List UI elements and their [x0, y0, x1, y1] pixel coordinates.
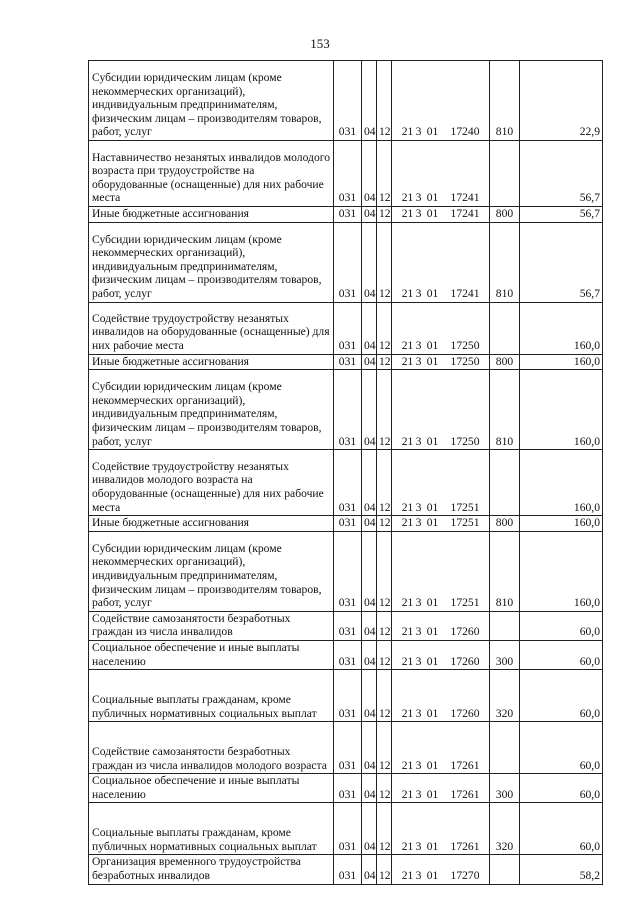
direction-code: 17250: [450, 339, 480, 352]
expense-type-code: 810: [490, 370, 520, 450]
measure-code: 01: [426, 596, 439, 610]
amount: 58,2: [520, 855, 603, 884]
direction-code: 17250: [450, 434, 480, 448]
target-article-cell: [392, 855, 490, 884]
program-code: 21: [401, 839, 414, 853]
measure-code: 01: [426, 654, 439, 668]
amount: 160,0: [520, 354, 603, 370]
program-code: 21: [401, 516, 414, 530]
direction-code: 17260: [450, 654, 480, 668]
expense-type-code: 800: [490, 207, 520, 223]
amount: 60,0: [520, 640, 603, 669]
item-name: Социальное обеспечение и иные выплаты населению: [89, 774, 334, 803]
page-number: 153: [310, 36, 330, 51]
target-article-cell: [392, 222, 490, 302]
table-row: [89, 640, 603, 669]
amount: 56,7: [520, 207, 603, 223]
budget-table: [88, 60, 603, 885]
program-code: 21: [401, 191, 414, 205]
expense-type-code: [490, 611, 520, 640]
direction-code: 17260: [450, 706, 480, 720]
program-code: 21: [401, 758, 414, 772]
ministry-code: 031: [334, 670, 362, 722]
amount: 60,0: [520, 611, 603, 640]
section-code: 04: [362, 722, 377, 774]
section-code: 04: [362, 516, 377, 532]
expense-type-code: 320: [490, 803, 520, 855]
ministry-code: 031: [334, 640, 362, 669]
table-row: [89, 222, 603, 302]
direction-code: 17270: [450, 868, 480, 882]
section-code: 04: [362, 670, 377, 722]
measure-code: 01: [426, 434, 439, 448]
section-code: 04: [362, 531, 377, 611]
direction-code: 17241: [450, 207, 480, 220]
expense-type-code: 800: [490, 516, 520, 532]
ministry-code: 031: [334, 803, 362, 855]
subprogram-code: 3: [415, 207, 422, 220]
item-name: Иные бюджетные ассигнования: [89, 354, 334, 370]
target-article-cell: [392, 450, 490, 516]
item-name: Субсидии юридическим лицам (кроме некоммерческих организаций), индивидуальным предпринимателям, физическим лицам – производителям товаров, работ, услуг: [89, 370, 334, 450]
program-code: 21: [401, 500, 414, 514]
section-code: 04: [362, 354, 377, 370]
measure-code: 01: [426, 839, 439, 853]
section-code: 04: [362, 207, 377, 223]
subprogram-code: 3: [415, 868, 422, 882]
section-code: 04: [362, 302, 377, 354]
table-row: [89, 207, 603, 223]
item-name: Организация временного трудоустройства безработных инвалидов: [89, 855, 334, 884]
expense-type-code: [490, 450, 520, 516]
subprogram-code: 3: [415, 625, 422, 639]
ministry-code: 031: [334, 531, 362, 611]
item-name: Иные бюджетные ассигнования: [89, 207, 334, 223]
section-code: 04: [362, 855, 377, 884]
ministry-code: 031: [334, 611, 362, 640]
table-row: [89, 450, 603, 516]
target-article-cell: [392, 61, 490, 141]
expense-type-code: 810: [490, 61, 520, 141]
direction-code: 17261: [450, 839, 480, 853]
subsection-code: 12: [377, 803, 392, 855]
target-article-cell: [392, 611, 490, 640]
direction-code: 17240: [450, 125, 480, 139]
ministry-code: 031: [334, 370, 362, 450]
subsection-code: 12: [377, 61, 392, 141]
amount: 60,0: [520, 774, 603, 803]
subsection-code: 12: [377, 531, 392, 611]
subprogram-code: 3: [415, 516, 422, 530]
subsection-code: 12: [377, 516, 392, 532]
item-name: Содействие самозанятости безработных граждан из числа инвалидов: [89, 611, 334, 640]
subprogram-code: 3: [415, 500, 422, 514]
program-code: 21: [401, 287, 414, 300]
table-row: [89, 855, 603, 884]
measure-code: 01: [426, 868, 439, 882]
measure-code: 01: [426, 207, 439, 220]
target-article-cell: [392, 640, 490, 669]
measure-code: 01: [426, 500, 439, 514]
measure-code: 01: [426, 125, 439, 139]
ministry-code: 031: [334, 61, 362, 141]
section-code: 04: [362, 774, 377, 803]
expense-type-code: 320: [490, 670, 520, 722]
table-row: [89, 141, 603, 207]
ministry-code: 031: [334, 302, 362, 354]
subsection-code: 12: [377, 670, 392, 722]
measure-code: 01: [426, 339, 439, 352]
table-row: [89, 370, 603, 450]
program-code: 21: [401, 625, 414, 639]
direction-code: 17261: [450, 787, 480, 801]
measure-code: 01: [426, 706, 439, 720]
subsection-code: 12: [377, 450, 392, 516]
item-name: Содействие трудоустройству незанятых инвалидов молодого возраста на оборудованные (оснащенные) для них рабочие места: [89, 450, 334, 516]
ministry-code: 031: [334, 516, 362, 532]
program-code: 21: [401, 125, 414, 139]
section-code: 04: [362, 450, 377, 516]
subsection-code: 12: [377, 722, 392, 774]
program-code: 21: [401, 354, 414, 368]
measure-code: 01: [426, 758, 439, 772]
target-article-cell: [392, 670, 490, 722]
amount: 60,0: [520, 722, 603, 774]
section-code: 04: [362, 141, 377, 207]
item-name: Социальное обеспечение и иные выплаты населению: [89, 640, 334, 669]
subprogram-code: 3: [415, 287, 422, 300]
table-row: [89, 611, 603, 640]
subsection-code: 12: [377, 855, 392, 884]
table-row: [89, 670, 603, 722]
program-code: 21: [401, 868, 414, 882]
table-row: [89, 302, 603, 354]
subsection-code: 12: [377, 302, 392, 354]
table-row: [89, 516, 603, 532]
target-article-cell: [392, 354, 490, 370]
subsection-code: 12: [377, 141, 392, 207]
measure-code: 01: [426, 191, 439, 205]
target-article-cell: [392, 722, 490, 774]
section-code: 04: [362, 803, 377, 855]
subprogram-code: 3: [415, 434, 422, 448]
direction-code: 17241: [450, 287, 480, 300]
expense-type-code: [490, 722, 520, 774]
amount: 22,9: [520, 61, 603, 141]
program-code: 21: [401, 706, 414, 720]
expense-type-code: [490, 855, 520, 884]
item-name: Содействие самозанятости безработных граждан из числа инвалидов молодого возраста: [89, 722, 334, 774]
measure-code: 01: [426, 287, 439, 300]
item-name: Субсидии юридическим лицам (кроме некоммерческих организаций), индивидуальным предпринимателям, физическим лицам – производителям товаров, работ, услуг: [89, 222, 334, 302]
amount: 160,0: [520, 302, 603, 354]
ministry-code: 031: [334, 207, 362, 223]
expense-type-code: [490, 302, 520, 354]
table-row: [89, 774, 603, 803]
item-name: Наставничество незанятых инвалидов молодого возраста при трудоустройстве на оборудованные (оснащенные) для них рабочие места: [89, 141, 334, 207]
direction-code: 17251: [450, 596, 480, 610]
table-row: [89, 354, 603, 370]
amount: 56,7: [520, 141, 603, 207]
ministry-code: 031: [334, 774, 362, 803]
item-name: Иные бюджетные ассигнования: [89, 516, 334, 532]
table-row: [89, 803, 603, 855]
amount: 160,0: [520, 531, 603, 611]
table-row: [89, 722, 603, 774]
direction-code: 17261: [450, 758, 480, 772]
direction-code: 17251: [450, 516, 480, 530]
amount: 56,7: [520, 222, 603, 302]
subsection-code: 12: [377, 222, 392, 302]
ministry-code: 031: [334, 722, 362, 774]
subprogram-code: 3: [415, 654, 422, 668]
section-code: 04: [362, 222, 377, 302]
table-row: [89, 61, 603, 141]
expense-type-code: 810: [490, 222, 520, 302]
item-name: Субсидии юридическим лицам (кроме некоммерческих организаций), индивидуальным предпринимателям, физическим лицам – производителям товаров, работ, услуг: [89, 61, 334, 141]
subprogram-code: 3: [415, 787, 422, 801]
subprogram-code: 3: [415, 839, 422, 853]
item-name: Содействие трудоустройству незанятых инвалидов на оборудованные (оснащенные) для них рабочие места: [89, 302, 334, 354]
subprogram-code: 3: [415, 191, 422, 205]
section-code: 04: [362, 640, 377, 669]
ministry-code: 031: [334, 450, 362, 516]
target-article-cell: [392, 531, 490, 611]
target-article-cell: [392, 516, 490, 532]
section-code: 04: [362, 61, 377, 141]
measure-code: 01: [426, 516, 439, 530]
program-code: 21: [401, 434, 414, 448]
item-name: Социальные выплаты гражданам, кроме публичных нормативных социальных выплат: [89, 803, 334, 855]
ministry-code: 031: [334, 141, 362, 207]
target-article-cell: [392, 207, 490, 223]
program-code: 21: [401, 207, 414, 220]
target-article-cell: [392, 803, 490, 855]
item-name: Субсидии юридическим лицам (кроме некоммерческих организаций), индивидуальным предпринимателям, физическим лицам – производителям товаров, работ, услуг: [89, 531, 334, 611]
subprogram-code: 3: [415, 596, 422, 610]
subsection-code: 12: [377, 207, 392, 223]
target-article-cell: [392, 370, 490, 450]
subsection-code: 12: [377, 370, 392, 450]
amount: 60,0: [520, 803, 603, 855]
subprogram-code: 3: [415, 354, 422, 368]
measure-code: 01: [426, 787, 439, 801]
subsection-code: 12: [377, 640, 392, 669]
direction-code: 17241: [450, 191, 480, 205]
target-article-cell: [392, 302, 490, 354]
amount: 160,0: [520, 370, 603, 450]
ministry-code: 031: [334, 855, 362, 884]
expense-type-code: 300: [490, 774, 520, 803]
expense-type-code: 810: [490, 531, 520, 611]
target-article-cell: [392, 774, 490, 803]
ministry-code: 031: [334, 222, 362, 302]
program-code: 21: [401, 787, 414, 801]
direction-code: 17251: [450, 500, 480, 514]
amount: 160,0: [520, 516, 603, 532]
program-code: 21: [401, 654, 414, 668]
item-name: Социальные выплаты гражданам, кроме публичных нормативных социальных выплат: [89, 670, 334, 722]
measure-code: 01: [426, 625, 439, 639]
amount: 60,0: [520, 670, 603, 722]
program-code: 21: [401, 596, 414, 610]
subsection-code: 12: [377, 611, 392, 640]
ministry-code: 031: [334, 354, 362, 370]
expense-type-code: 800: [490, 354, 520, 370]
direction-code: 17260: [450, 625, 480, 639]
expense-type-code: [490, 141, 520, 207]
expense-type-code: 300: [490, 640, 520, 669]
target-article-cell: [392, 141, 490, 207]
subsection-code: 12: [377, 354, 392, 370]
direction-code: 17250: [450, 354, 480, 368]
section-code: 04: [362, 611, 377, 640]
subsection-code: 12: [377, 774, 392, 803]
program-code: 21: [401, 339, 414, 352]
measure-code: 01: [426, 354, 439, 368]
table-row: [89, 531, 603, 611]
amount: 160,0: [520, 450, 603, 516]
subprogram-code: 3: [415, 339, 422, 352]
subprogram-code: 3: [415, 758, 422, 772]
section-code: 04: [362, 370, 377, 450]
subprogram-code: 3: [415, 125, 422, 139]
subprogram-code: 3: [415, 706, 422, 720]
table-body: [89, 61, 603, 885]
